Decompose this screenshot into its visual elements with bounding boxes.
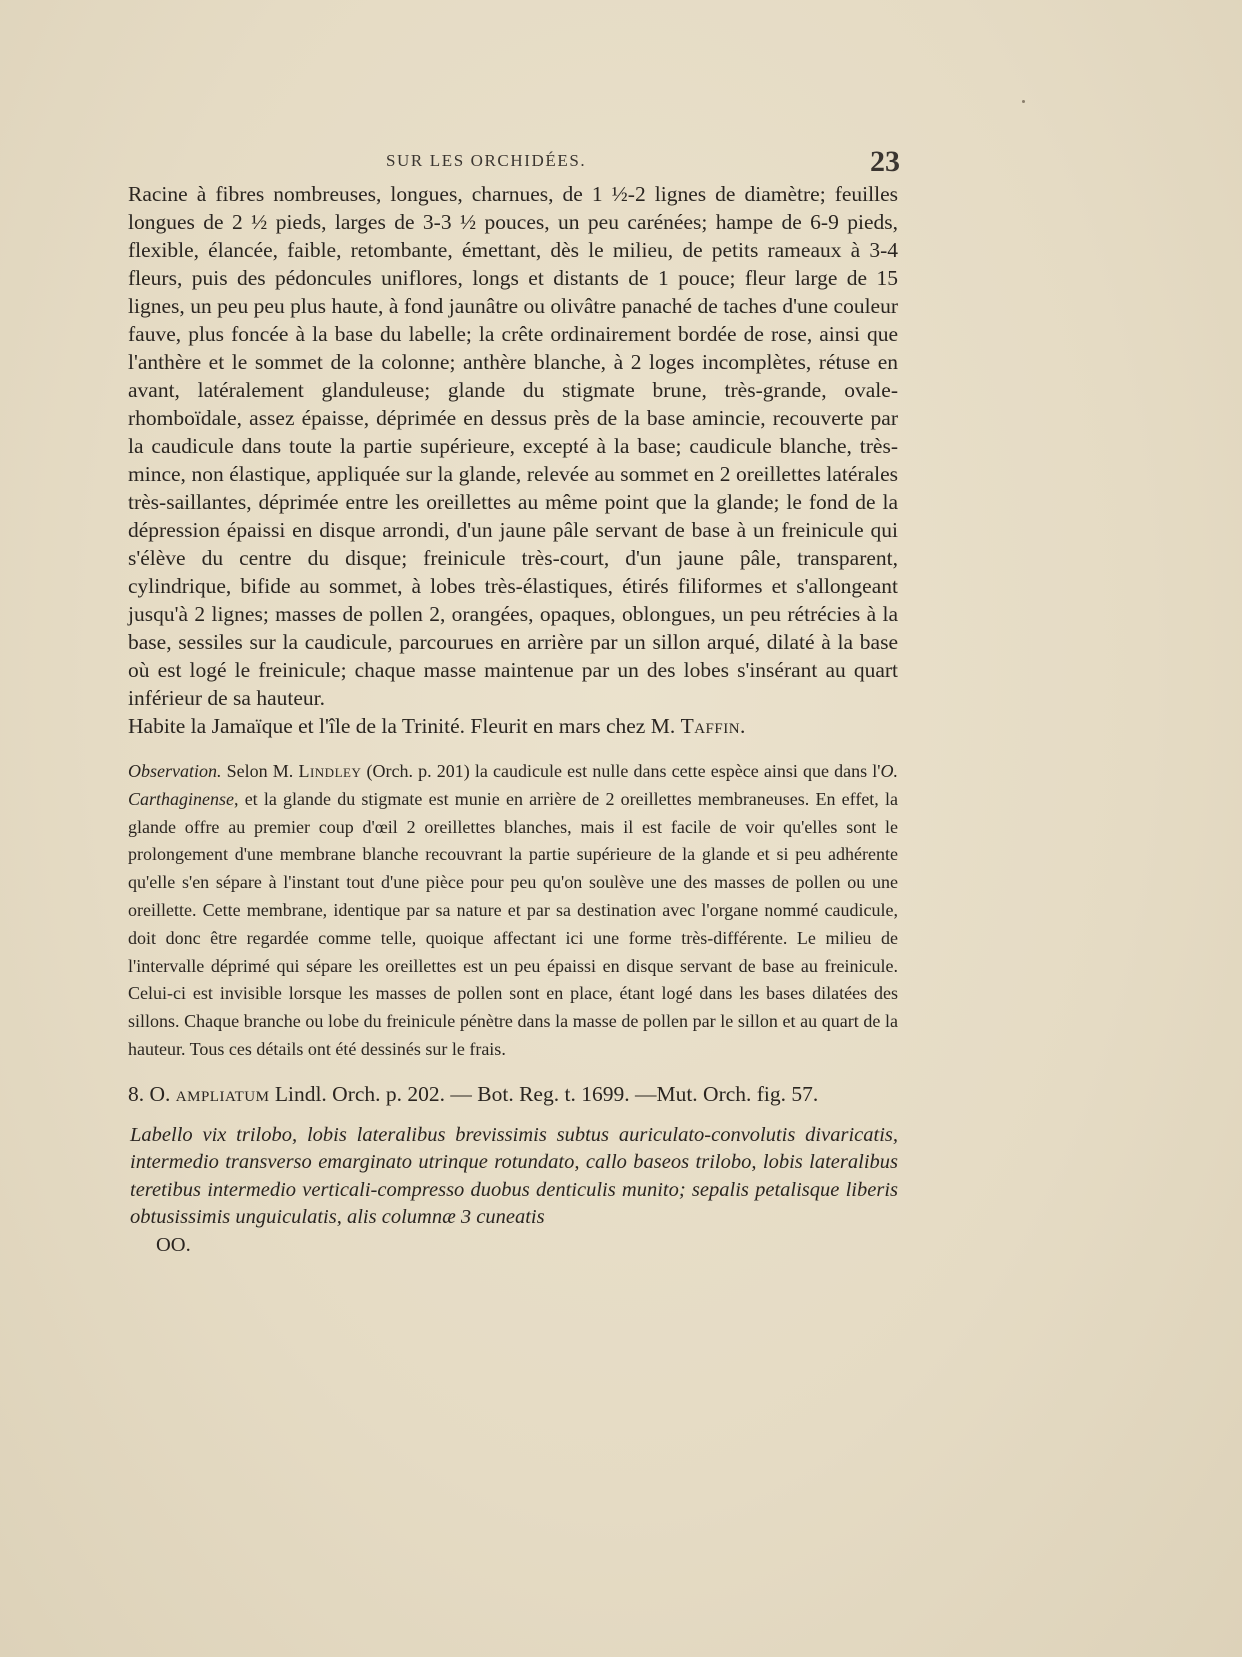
observation-species: O. Carthaginense: [128, 761, 899, 809]
species-heading: [128, 1080, 898, 1108]
latin-diagnosis: Labello vix trilobo, lobis lateralibus brevissimis subtus auriculato-convolutis divaricatis, intermedio transverso emarginato utrinque rotundato, callo baseos trilobo, lobis lateralibus teretibus intermedio verticali-compresso duobus denticulis munito; sepalis petalisque liberis obtusissimis unguiculatis, alis columnæ 3 cuneatis: [130, 1123, 898, 1229]
observation-author: Lindley: [298, 761, 362, 781]
species-name: ampliatum: [175, 1081, 270, 1106]
body-text: [128, 180, 898, 1259]
diagnosis-continuation: OO.: [156, 1233, 191, 1256]
observation-part3: , et la glande du stigmate est munie en arrière de 2 oreillettes membraneuses. En effet, la glande offre au premier coup d'œil 2 oreillettes blanches, mais il est facile de voir qu'elles sont le prolongement d'une membrane blanche recouvrant la partie supérieure de la glande et si peu adhérente qu'elle s'en sépare à l'instant tout d'une pièce pour peu qu'on soulève une des masses de pollen ou une oreillette. Cette membrane, identique par sa nature et par sa destination avec l'organe nommé caudicule, doit donc être regardée comme telle, quoique affectant ici une forme très-différente. Le milieu de l'intervalle déprimé qui sépare les oreillettes est un peu épaissi en disque servant de base au freinicule. Celui-ci est invisible lorsque les masses de pollen sont en place, étant logé dans les bases dilatées des sillons. Chaque branche ou lobe du freinicule pénètre dans la masse de pollen par le sillon et au quart de la hauteur. Tous ces détails ont été dessinés sur le frais.: [128, 788, 898, 1059]
habitat-grower-name: Taffin.: [680, 714, 746, 738]
observation-part2: (Orch. p. 201) la caudicule est nulle dans cette espèce ainsi que dans l': [366, 761, 881, 781]
species-description: Racine à fibres nombreuses, longues, charnues, de 1 ½-2 lignes de diamètre; feuilles longues de 2 ½ pieds, larges de 3-3 ½ pouces, un peu carénées; hampe de 6-9 pieds, flexible, élancée, faible, retombante, émettant, dès le milieu, de petits rameaux à 3-4 fleurs, puis des pédoncules uniflores, longs et distants de 1 pouce; fleur large de 15 lignes, un peu peu plus haute, à fond jaunâtre ou olivâtre panaché de taches d'une couleur fauve, plus foncée à la base du labelle; la crête ordinairement bordée de rose, ainsi que l'anthère et le sommet de la colonne; anthère blanche, à 2 loges incomplètes, rétuse en avant, latéralement glanduleuse; glande du stigmate brune, très-grande, ovale-rhomboïdale, assez épaisse, déprimée en dessus près de la base amincie, recouverte par la caudicule dans toute la partie supérieure, excepté à la base; caudicule blanche, très-mince, non élastique, appliquée sur la glande, relevée au sommet en 2 oreillettes latérales très-saillantes, déprimée entre les oreillettes au même point que la glande; le fond de la dépression épaissi en disque arrondi, d'un jaune pâle servant de base à un freinicule qui s'élève du centre du disque; freinicule très-court, d'un jaune pâle, transparent, cylindrique, bifide au sommet, à lobes très-élastiques, étirés filiformes et s'allongeant jusqu'à 2 lignes; masses de pollen 2, orangées, opaques, oblongues, un peu rétrécies à la base, sessiles sur la caudicule, parcourues en arrière par un sillon arqué, dilaté à la base où est logé le freinicule; chaque masse maintenue par un des lobes s'insérant au quart inférieur de sa hauteur.: [128, 182, 898, 710]
observation-part1: Selon M.: [226, 761, 294, 781]
observation-paragraph: [128, 758, 898, 1064]
habitat-paragraph: [128, 712, 898, 740]
observation-lead: Observation.: [128, 761, 222, 781]
running-title: SUR LES ORCHIDÉES.: [386, 151, 587, 170]
species-references: Lindl. Orch. p. 202. — Bot. Reg. t. 1699. —Mut. Orch. fig. 57.: [274, 1081, 819, 1106]
paper-speck: [1022, 100, 1025, 103]
running-head: [130, 145, 900, 185]
page-number: 23: [870, 145, 900, 178]
habitat-text: Habite la Jamaïque et l'île de la Trinité. Fleurit en mars chez M.: [128, 714, 676, 738]
species-number: 8. O.: [128, 1081, 171, 1106]
